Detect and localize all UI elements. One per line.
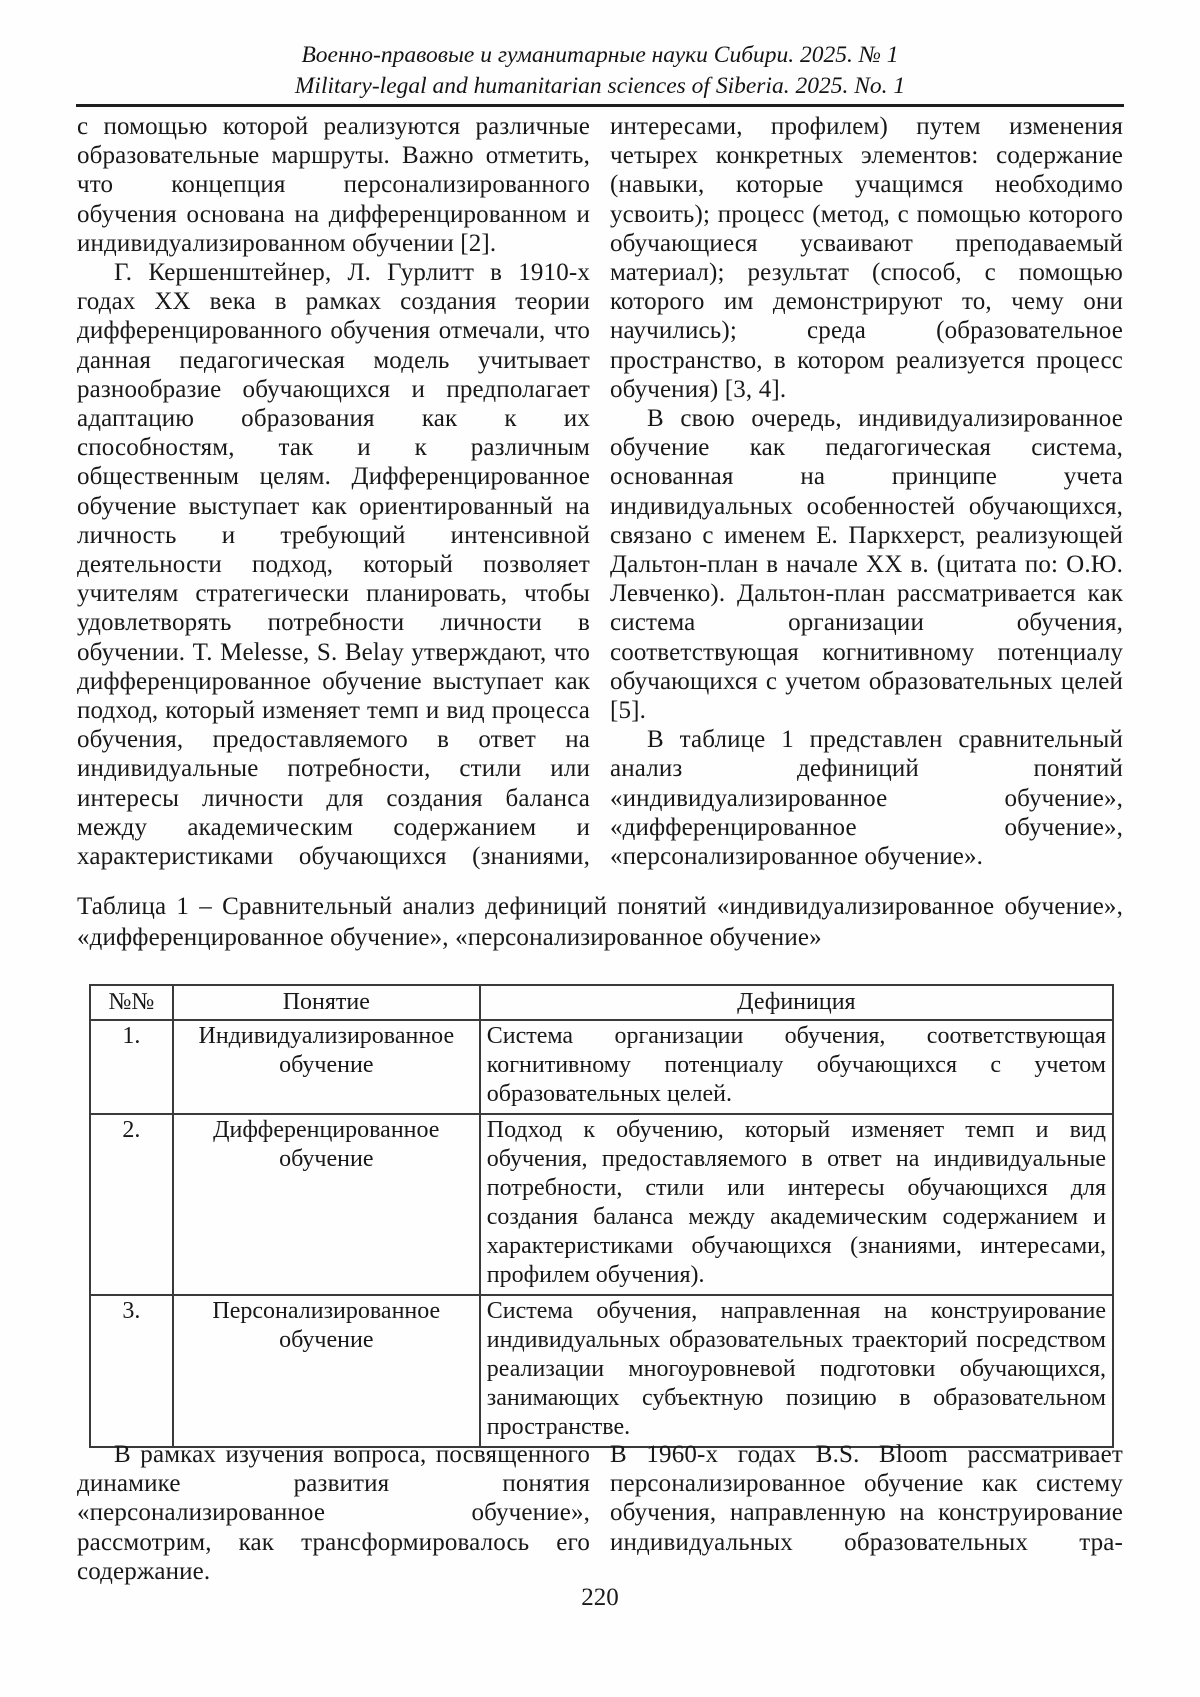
journal-header: [77, 40, 1123, 102]
paragraph: с помощью которой реализуются различные образовательные маршруты. Важно отметить, что концепция персонализированного обучения основана на дифференцированном и индивидуализированном обучении [2].: [77, 113, 590, 257]
journal-title-ru: Военно-правовые и гуманитарные науки Сибири. 2025. № 1: [301, 42, 899, 68]
paragraph: В 1960-х годах B.S. Bloom рассматривает персонализированное обучение как систему обучения, направленную на конструирование индивидуальных образовательных тра-: [610, 1441, 1123, 1556]
row-concept: Индивидуализированное обучение: [173, 1020, 480, 1114]
column-header-concept: Понятие: [173, 985, 480, 1020]
row-definition: Система организации обучения, соответствующая когнитивному потенциалу обучающихся с учетом образовательных целей.: [480, 1020, 1113, 1114]
paragraph: интересами, профилем) путем изменения четырех конкретных элементов: содержание (навыки, которые учащимся необходимо усвоить); процесс (метод, с помощью которого обучающиеся усваивают преподаваемый материал); результат (способ, с помощью которого им демонстрируют то, чему они научились); среда (образовательное пространство, в котором реализуется процесс обучения) [3, 4].: [610, 113, 1123, 403]
row-concept: Персонализированное обучение: [173, 1295, 480, 1447]
lower-left-column: [77, 1440, 590, 1586]
paragraph: В рамках изучения вопроса, посвященного динамике развития понятия «персонализированное обучение», рассмотрим, как трансформировалось его содержание.: [77, 1441, 590, 1585]
row-number: 2.: [90, 1114, 173, 1295]
lower-right-column: [610, 1440, 1123, 1586]
table-caption: Таблица 1 – Сравнительный анализ дефиниций понятий «индивидуализированное обучение», «дифференцированное обучение», «персонализированное обучение»: [77, 893, 1123, 951]
definitions-table: [89, 984, 1114, 1448]
table-row: [90, 1295, 1113, 1447]
lower-two-columns: [77, 1440, 1123, 1586]
paragraph: В свою очередь, индивидуализированное обучение как педагогическая система, основанная на принципе учета индивидуальных особенностей обучающихся, связано с именем Е. Паркхерст, реализующей Дальтон-план в начале XX в. (цитата по: О.Ю. Левченко). Дальтон-план рассматривается как система организации обучения, соответствующая когнитивному потенциалу обучающихся с учетом образовательных целей [5].: [610, 405, 1123, 725]
header-divider: [76, 104, 1124, 107]
table-row: [90, 1020, 1113, 1114]
column-header-definition: Дефиниция: [480, 985, 1113, 1020]
row-definition: Подход к обучению, который изменяет темп и вид обучения, предоставляемого в ответ на индивидуальные потребности, стили или интересы обучающихся для создания баланса между академическим содержанием и характеристиками обучающихся (знаниями, интересами, профилем обучения).: [480, 1114, 1113, 1295]
paragraph: В таблице 1 представлен сравнительный анализ дефиниций понятий «индивидуализированное обучение», «дифференцированное обучение», «персонализированное обучение».: [610, 726, 1123, 871]
journal-title-en: Military-legal and humanitarian sciences of Siberia. 2025. No. 1: [294, 73, 906, 99]
row-number: 1.: [90, 1020, 173, 1114]
right-column: [610, 112, 1123, 871]
table-row: [90, 1114, 1113, 1295]
body-two-columns: [77, 112, 1123, 871]
paragraph: Г. Кершенштейнер, Л. Гурлитт в 1910-х годах XX века в рамках создания теории дифференцированного обучения отмечали, что данная педагогическая модель учитывает разнообразие обучающихся и предполагает адаптацию образования как к их способностям, так и к различным общественным целям. Дифференцированное обучение выступает как ориентированный на личность и требующий интенсивной деятельности подход, который позволяет учителям стратегически планировать, чтобы удовлетворять потребности личности в обучении. T. Melesse, S. Belay утверждают, что дифференцированное обучение выступает как подход, который изменяет темп и вид процесса обучения, предоставляемого в ответ на индивидуальные потребности, стили или интересы личности для создания баланса между академическим содержанием и характеристиками обучающихся (знаниями,: [77, 259, 590, 871]
page-number: 220: [581, 1584, 619, 1611]
left-column: [77, 112, 590, 871]
row-concept: Дифференцированное обучение: [173, 1114, 480, 1295]
row-definition: Система обучения, направленная на конструирование индивидуальных образовательных траекторий посредством реализации многоуровневой подготовки обучающихся, занимающих субъектную позицию в образовательном пространстве.: [480, 1295, 1113, 1447]
row-number: 3.: [90, 1295, 173, 1447]
column-header-number: №№: [90, 985, 173, 1020]
table-header-row: [90, 985, 1113, 1020]
